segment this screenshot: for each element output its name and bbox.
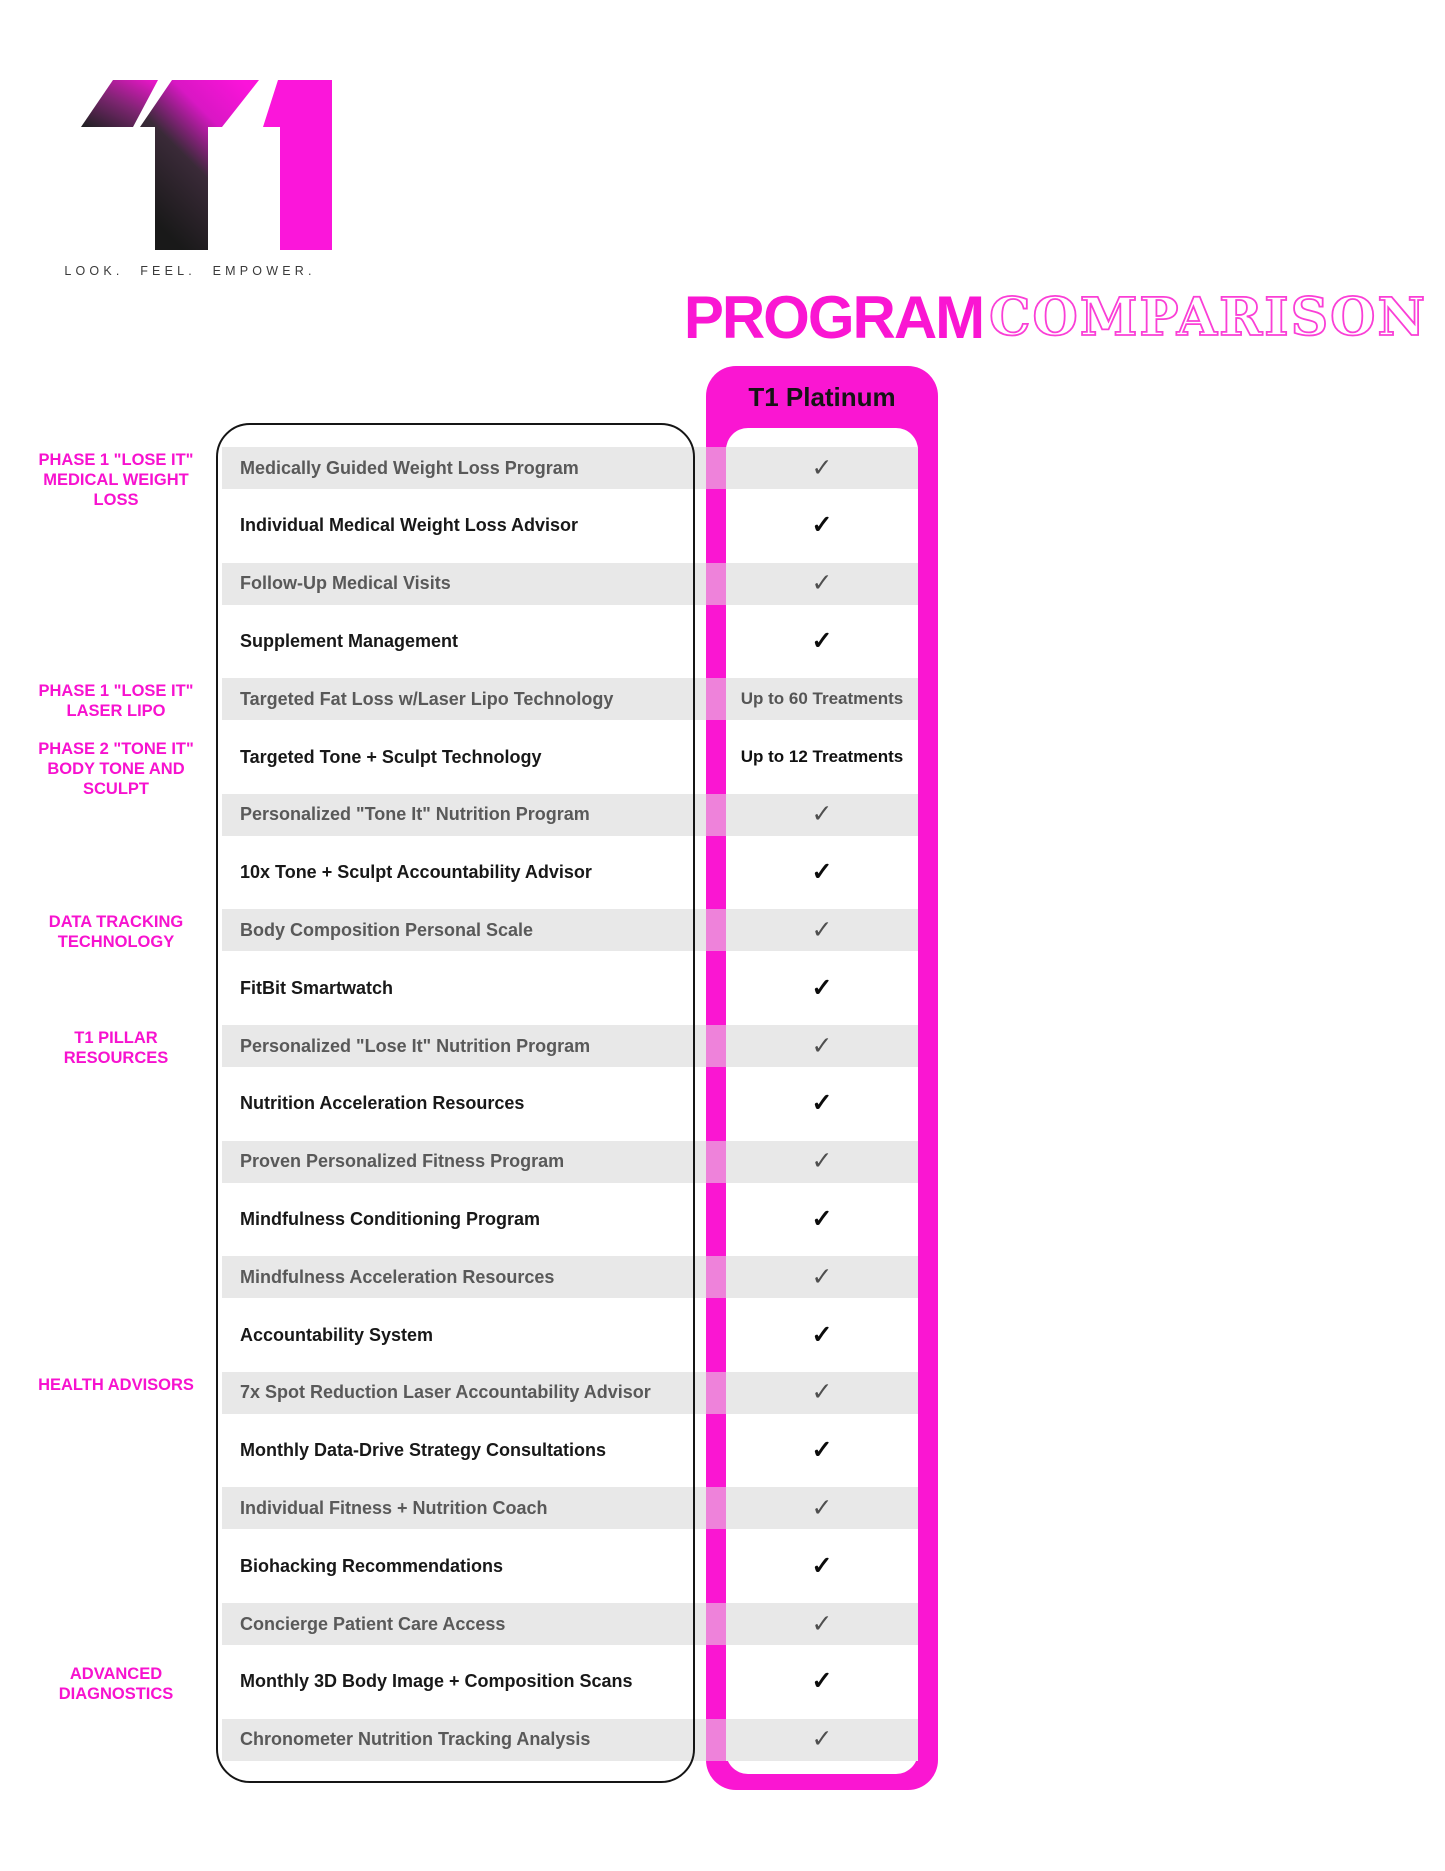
checkmark-icon: ✓ (811, 800, 833, 829)
feature-label: Accountability System (240, 1324, 434, 1345)
feature-label: Chronometer Nutrition Tracking Analysis (240, 1729, 591, 1750)
category-label: PHASE 2 "TONE IT" BODY TONE AND SCULPT (38, 740, 194, 798)
feature-label: Medically Guided Weight Loss Program (240, 457, 579, 478)
checkmark-icon: ✓ (811, 453, 833, 482)
checkmark-icon: ✓ (811, 1147, 833, 1176)
checkmark-icon: ✓ (811, 1609, 833, 1638)
treatment-count: Up to 60 Treatments (740, 689, 904, 709)
checkmark-icon: ✓ (811, 1204, 833, 1233)
feature-label: Supplement Management (240, 630, 459, 651)
checkmark-icon: ✓ (811, 1493, 833, 1522)
checkmark-icon: ✓ (811, 1436, 833, 1465)
feature-label: Biohacking Recommendations (240, 1555, 504, 1576)
feature-label: Nutrition Acceleration Resources (240, 1093, 525, 1114)
brand-tagline: LOOK. FEEL. EMPOWER. (64, 264, 316, 278)
treatment-count: Up to 12 Treatments (740, 747, 904, 766)
feature-label: Body Composition Personal Scale (240, 919, 534, 940)
features-panel (216, 423, 695, 1783)
checkmark-icon: ✓ (811, 973, 833, 1002)
checkmark-icon: ✓ (811, 1551, 833, 1580)
feature-label: Concierge Patient Care Access (240, 1613, 506, 1634)
category-label: PHASE 1 "LOSE IT" LASER LIPO (38, 682, 194, 721)
checkmark-icon: ✓ (811, 1725, 833, 1754)
checkmark-icon: ✓ (811, 1031, 833, 1060)
feature-label: Individual Medical Weight Loss Advisor (240, 515, 579, 536)
t1-logo (55, 55, 355, 260)
category-label: DATA TRACKING TECHNOLOGY (48, 913, 184, 952)
checkmark-icon: ✓ (811, 1320, 833, 1349)
page-title-program: PROGRAM (683, 284, 984, 351)
feature-label: Mindfulness Conditioning Program (240, 1208, 540, 1229)
feature-label: 10x Tone + Sculpt Accountability Advisor (240, 862, 592, 883)
feature-label: Follow-Up Medical Visits (240, 573, 451, 594)
page-title-comparison: COMPARISON (989, 287, 1427, 348)
feature-label: Monthly 3D Body Image + Composition Scans (240, 1671, 633, 1692)
checkmark-icon: ✓ (811, 1667, 833, 1696)
category-label: HEALTH ADVISORS (38, 1375, 194, 1394)
checkmark-icon: ✓ (811, 511, 833, 540)
category-label: PHASE 1 "LOSE IT" MEDICAL WEIGHT LOSS (38, 451, 194, 509)
plan-column-header: T1 Platinum (748, 382, 896, 412)
checkmark-icon: ✓ (811, 858, 833, 887)
feature-label: Monthly Data-Drive Strategy Consultations (240, 1440, 607, 1461)
checkmark-icon: ✓ (811, 569, 833, 598)
category-label: T1 PILLAR RESOURCES (63, 1029, 169, 1067)
feature-label: Personalized "Lose It" Nutrition Program (240, 1035, 591, 1056)
logo-one-shape (263, 80, 332, 250)
checkmark-icon: ✓ (811, 1262, 833, 1291)
feature-label: Targeted Fat Loss w/Laser Lipo Technology (240, 688, 614, 709)
feature-label: Personalized "Tone It" Nutrition Program (240, 804, 590, 825)
feature-label: Individual Fitness + Nutrition Coach (240, 1497, 548, 1518)
feature-label: Mindfulness Acceleration Resources (240, 1266, 555, 1287)
feature-label: Proven Personalized Fitness Program (240, 1151, 565, 1172)
checkmark-icon: ✓ (811, 626, 833, 655)
feature-label: 7x Spot Reduction Laser Accountability Advisor (240, 1382, 651, 1403)
category-label: ADVANCED DIAGNOSTICS (58, 1664, 174, 1703)
logo-t-shape (140, 80, 259, 250)
feature-label: FitBit Smartwatch (240, 977, 394, 998)
checkmark-icon: ✓ (811, 1089, 833, 1118)
checkmark-icon: ✓ (811, 915, 833, 944)
feature-label: Targeted Tone + Sculpt Technology (240, 746, 542, 767)
page-title (683, 284, 1427, 351)
checkmark-icon: ✓ (811, 1378, 833, 1407)
